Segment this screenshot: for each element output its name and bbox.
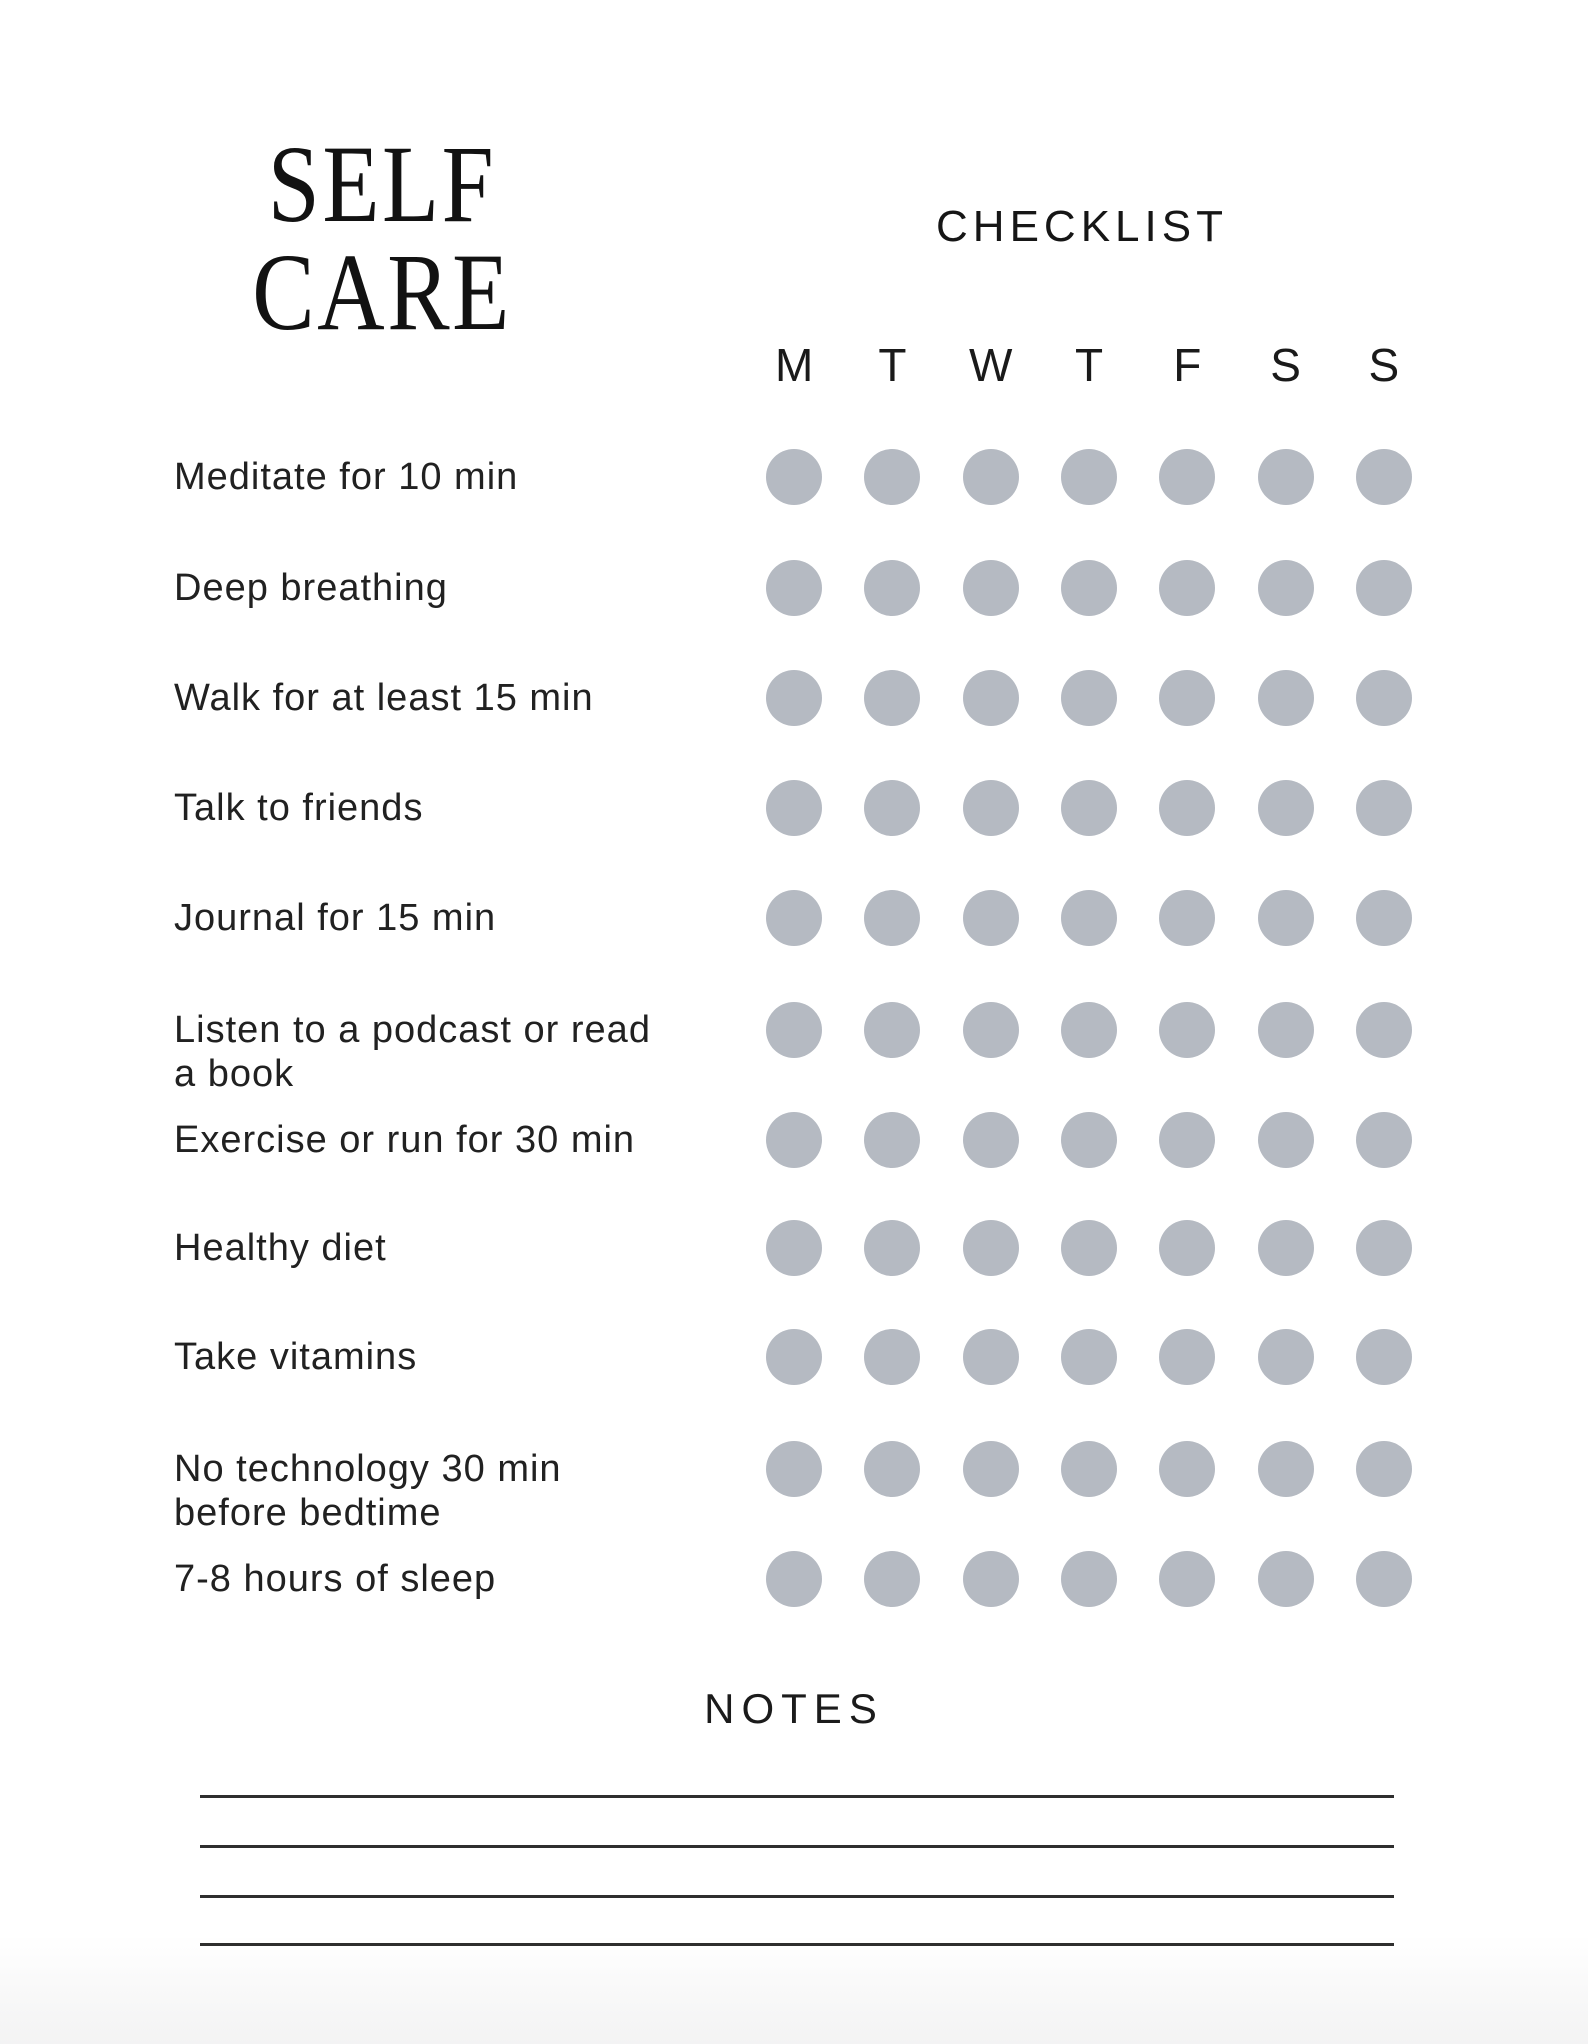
tracker-dot-cell <box>745 1551 843 1607</box>
tracker-dot-cell <box>942 890 1040 946</box>
tracker-dot[interactable] <box>1258 780 1314 836</box>
day-label: M <box>774 339 814 391</box>
tracker-dot-cell <box>745 1002 843 1058</box>
tracker-dot[interactable] <box>864 1441 920 1497</box>
tracker-dot[interactable] <box>1159 670 1215 726</box>
tracker-dot-cell <box>745 890 843 946</box>
tracker-dot-cell <box>1040 1551 1138 1607</box>
tracker-dot-cell <box>942 1551 1040 1607</box>
task-label <box>174 1557 734 1601</box>
tracker-dot[interactable] <box>1356 1112 1412 1168</box>
task-label <box>174 786 734 830</box>
tracker-dot-cell <box>1335 449 1433 505</box>
tracker-dot[interactable] <box>1159 1112 1215 1168</box>
task-dot-row <box>745 1441 1433 1497</box>
notes-heading: NOTES <box>704 1685 884 1732</box>
tracker-dot-cell <box>1138 1551 1236 1607</box>
tracker-dot-cell <box>1335 1112 1433 1168</box>
tracker-dot-cell <box>1335 1220 1433 1276</box>
tracker-dot[interactable] <box>963 1329 1019 1385</box>
task-label-line: before bedtime <box>174 1492 442 1534</box>
tracker-dot[interactable] <box>1159 1329 1215 1385</box>
tracker-dot[interactable] <box>864 1002 920 1058</box>
task-dot-row <box>745 560 1433 616</box>
tracker-dot[interactable] <box>1061 890 1117 946</box>
tracker-dot[interactable] <box>963 449 1019 505</box>
tracker-dot[interactable] <box>864 1329 920 1385</box>
task-label-line: a book <box>174 1053 295 1095</box>
task-label <box>174 1118 734 1162</box>
task-dot-row <box>745 670 1433 726</box>
tracker-dot[interactable] <box>766 1220 822 1276</box>
tracker-dot-cell <box>1040 449 1138 505</box>
tracker-dot[interactable] <box>864 1551 920 1607</box>
tracker-dot-cell <box>1236 1329 1334 1385</box>
tracker-dot-cell <box>843 1002 941 1058</box>
tracker-dot[interactable] <box>1061 1329 1117 1385</box>
tracker-dot-cell <box>1236 1220 1334 1276</box>
notes-area[interactable] <box>200 1795 1394 1947</box>
tracker-dot[interactable] <box>963 1220 1019 1276</box>
tracker-dot-cell <box>942 1002 1040 1058</box>
tracker-dot[interactable] <box>1061 1002 1117 1058</box>
tracker-dot-cell <box>843 1441 941 1497</box>
page-title <box>182 123 582 353</box>
task-label-line: No technology 30 min <box>174 1448 562 1490</box>
tracker-dot-cell <box>1236 560 1334 616</box>
tracker-dot[interactable] <box>963 780 1019 836</box>
tracker-dot-cell <box>843 1551 941 1607</box>
notes-ruled-line <box>200 1795 1394 1798</box>
tracker-dot-cell <box>1040 1112 1138 1168</box>
tracker-dot-cell <box>942 449 1040 505</box>
tracker-dot-cell <box>1138 890 1236 946</box>
tracker-dot[interactable] <box>1356 1441 1412 1497</box>
tracker-dot-cell <box>1236 670 1334 726</box>
tracker-dot[interactable] <box>864 890 920 946</box>
tracker-dot[interactable] <box>766 1112 822 1168</box>
day-label: T <box>878 339 907 391</box>
tracker-dot-cell <box>745 449 843 505</box>
tracker-dot[interactable] <box>1258 1220 1314 1276</box>
tracker-dot-cell <box>1236 1002 1334 1058</box>
tracker-dot[interactable] <box>1159 560 1215 616</box>
tracker-dot-cell <box>1138 449 1236 505</box>
tracker-dot-cell <box>1138 1441 1236 1497</box>
tracker-dot[interactable] <box>1159 1441 1215 1497</box>
tracker-dot[interactable] <box>1258 560 1314 616</box>
tracker-dot[interactable] <box>864 670 920 726</box>
tracker-dot[interactable] <box>1061 1551 1117 1607</box>
tracker-dot[interactable] <box>1258 1551 1314 1607</box>
tracker-dot-cell <box>1335 1441 1433 1497</box>
tracker-dot-cell <box>1335 780 1433 836</box>
task-label-line: Talk to friends <box>174 787 424 829</box>
tracker-dot[interactable] <box>1258 1441 1314 1497</box>
tracker-dot-cell <box>843 449 941 505</box>
tracker-dot[interactable] <box>1356 1002 1412 1058</box>
tracker-dot-cell <box>942 560 1040 616</box>
task-dot-row <box>745 780 1433 836</box>
tracker-dot-cell <box>745 1441 843 1497</box>
day-header-row <box>745 339 1433 391</box>
task-dot-row <box>745 1002 1433 1058</box>
tracker-dot[interactable] <box>963 560 1019 616</box>
tracker-dot-cell <box>1040 560 1138 616</box>
task-dot-row <box>745 1329 1433 1385</box>
tracker-dot[interactable] <box>1258 449 1314 505</box>
tracker-dot-cell <box>745 670 843 726</box>
tracker-dot[interactable] <box>1258 1112 1314 1168</box>
tracker-dot[interactable] <box>1258 1329 1314 1385</box>
task-dot-row <box>745 1220 1433 1276</box>
tracker-dot-cell <box>1040 1329 1138 1385</box>
tracker-dot-cell <box>1335 1551 1433 1607</box>
notes-ruled-line <box>200 1943 1394 1946</box>
tracker-dot-cell <box>1236 1112 1334 1168</box>
tracker-dot[interactable] <box>766 780 822 836</box>
tracker-dot[interactable] <box>1356 890 1412 946</box>
tracker-dot[interactable] <box>766 1551 822 1607</box>
tracker-dot-cell <box>843 1112 941 1168</box>
tracker-dot-cell <box>1335 890 1433 946</box>
tracker-dot-cell <box>1040 1441 1138 1497</box>
tracker-dot[interactable] <box>766 1329 822 1385</box>
tracker-dot[interactable] <box>1061 780 1117 836</box>
task-label <box>174 1008 734 1096</box>
tracker-dot[interactable] <box>1356 1220 1412 1276</box>
tracker-dot[interactable] <box>1159 780 1215 836</box>
tracker-dot-cell <box>942 1220 1040 1276</box>
tracker-dot[interactable] <box>1159 1002 1215 1058</box>
task-dot-row <box>745 890 1433 946</box>
tracker-dot[interactable] <box>1258 890 1314 946</box>
tracker-dot-cell <box>1236 1551 1334 1607</box>
task-label-line: Deep breathing <box>174 567 448 609</box>
tracker-dot[interactable] <box>1356 670 1412 726</box>
tracker-dot[interactable] <box>1356 1329 1412 1385</box>
tracker-dot-cell <box>1138 780 1236 836</box>
tracker-dot[interactable] <box>1159 449 1215 505</box>
checklist-heading: CHECKLIST <box>936 202 1228 251</box>
tracker-dot-cell <box>843 780 941 836</box>
tracker-dot[interactable] <box>1061 670 1117 726</box>
tracker-dot[interactable] <box>1356 780 1412 836</box>
tracker-dot-cell <box>843 560 941 616</box>
tracker-dot[interactable] <box>864 780 920 836</box>
tracker-dot-cell <box>1236 780 1334 836</box>
task-label <box>174 896 734 940</box>
tracker-dot-cell <box>1236 1441 1334 1497</box>
task-label-line: Meditate for 10 min <box>174 456 519 498</box>
tracker-dot[interactable] <box>1061 1441 1117 1497</box>
tracker-dot-cell <box>745 1220 843 1276</box>
tracker-dot-cell <box>843 670 941 726</box>
tracker-dot[interactable] <box>1061 560 1117 616</box>
tracker-dot[interactable] <box>1159 1551 1215 1607</box>
tracker-dot[interactable] <box>1356 1551 1412 1607</box>
page-bottom-shade <box>0 1934 1588 2044</box>
task-label-line: Journal for 15 min <box>174 897 497 939</box>
tracker-dot-cell <box>1138 1002 1236 1058</box>
tracker-dot-cell <box>1335 560 1433 616</box>
tracker-dot[interactable] <box>1258 1002 1314 1058</box>
tracker-dot[interactable] <box>766 670 822 726</box>
tracker-dot-cell <box>1236 449 1334 505</box>
tracker-dot-cell <box>745 1329 843 1385</box>
tracker-dot-cell <box>1335 1329 1433 1385</box>
tracker-dot-cell <box>1138 1112 1236 1168</box>
task-label <box>174 676 734 720</box>
task-label <box>174 1447 734 1535</box>
tracker-dot-cell <box>1040 890 1138 946</box>
tracker-dot-cell <box>942 1441 1040 1497</box>
tracker-dot[interactable] <box>963 1551 1019 1607</box>
tracker-dot[interactable] <box>1061 449 1117 505</box>
tracker-dot-cell <box>942 780 1040 836</box>
task-label-line: Healthy diet <box>174 1227 387 1269</box>
tracker-dot-cell <box>942 1112 1040 1168</box>
task-dot-row <box>745 1551 1433 1607</box>
task-label <box>174 566 734 610</box>
tracker-dot-cell <box>843 1220 941 1276</box>
task-label-line: 7-8 hours of sleep <box>174 1558 497 1600</box>
tracker-dot[interactable] <box>864 1112 920 1168</box>
task-label-line: Listen to a podcast or read <box>174 1009 651 1051</box>
tracker-dot-cell <box>1040 780 1138 836</box>
tracker-dot[interactable] <box>963 1441 1019 1497</box>
notes-ruled-line <box>200 1845 1394 1848</box>
tracker-dot-cell <box>1138 560 1236 616</box>
tracker-dot-cell <box>745 560 843 616</box>
tracker-dot-cell <box>1040 1002 1138 1058</box>
task-label-line: Walk for at least 15 min <box>174 677 594 719</box>
tracker-dot-cell <box>942 1329 1040 1385</box>
tracker-dot-cell <box>942 670 1040 726</box>
tracker-dot-cell <box>843 890 941 946</box>
tracker-dot-cell <box>1040 670 1138 726</box>
tracker-dot[interactable] <box>766 449 822 505</box>
task-label-line: Take vitamins <box>174 1336 418 1378</box>
task-label <box>174 455 734 499</box>
tracker-dot-cell <box>1138 1220 1236 1276</box>
tracker-dot-cell <box>843 1329 941 1385</box>
tracker-dot-cell <box>1335 1002 1433 1058</box>
task-label <box>174 1226 734 1270</box>
tracker-dot[interactable] <box>864 1220 920 1276</box>
task-label <box>174 1335 734 1379</box>
tracker-dot[interactable] <box>1061 1220 1117 1276</box>
tracker-dot[interactable] <box>1356 560 1412 616</box>
day-label: F <box>1173 339 1202 391</box>
tracker-dot[interactable] <box>1061 1112 1117 1168</box>
day-label: S <box>1270 339 1301 391</box>
tracker-dot[interactable] <box>766 560 822 616</box>
title-line-1: SELF <box>267 123 497 245</box>
tracker-dot-cell <box>745 1112 843 1168</box>
task-dot-row <box>745 449 1433 505</box>
tracker-dot[interactable] <box>1356 449 1412 505</box>
tracker-dot-cell <box>1236 890 1334 946</box>
tracker-dot[interactable] <box>963 1002 1019 1058</box>
tracker-dot[interactable] <box>766 890 822 946</box>
day-label: T <box>1074 339 1104 391</box>
tracker-dot-cell <box>745 780 843 836</box>
tracker-dot-cell <box>1040 1220 1138 1276</box>
tracker-dot[interactable] <box>963 890 1019 946</box>
tracker-dot[interactable] <box>963 1112 1019 1168</box>
day-label: S <box>1368 339 1400 391</box>
title-line-2: CARE <box>252 231 512 353</box>
tracker-dot-cell <box>1138 670 1236 726</box>
tracker-dot[interactable] <box>766 1002 822 1058</box>
tracker-dot[interactable] <box>963 670 1019 726</box>
tracker-dot[interactable] <box>1159 1220 1215 1276</box>
tracker-dot-cell <box>1138 1329 1236 1385</box>
tracker-dot-cell <box>1335 670 1433 726</box>
notes-ruled-line <box>200 1895 1394 1898</box>
tracker-dot[interactable] <box>864 449 920 505</box>
task-label-line: Exercise or run for 30 min <box>174 1119 636 1161</box>
tracker-dot[interactable] <box>864 560 920 616</box>
tracker-dot[interactable] <box>1258 670 1314 726</box>
tracker-dot[interactable] <box>766 1441 822 1497</box>
task-dot-row <box>745 1112 1433 1168</box>
day-label: W <box>968 339 1013 391</box>
tracker-dot[interactable] <box>1159 890 1215 946</box>
